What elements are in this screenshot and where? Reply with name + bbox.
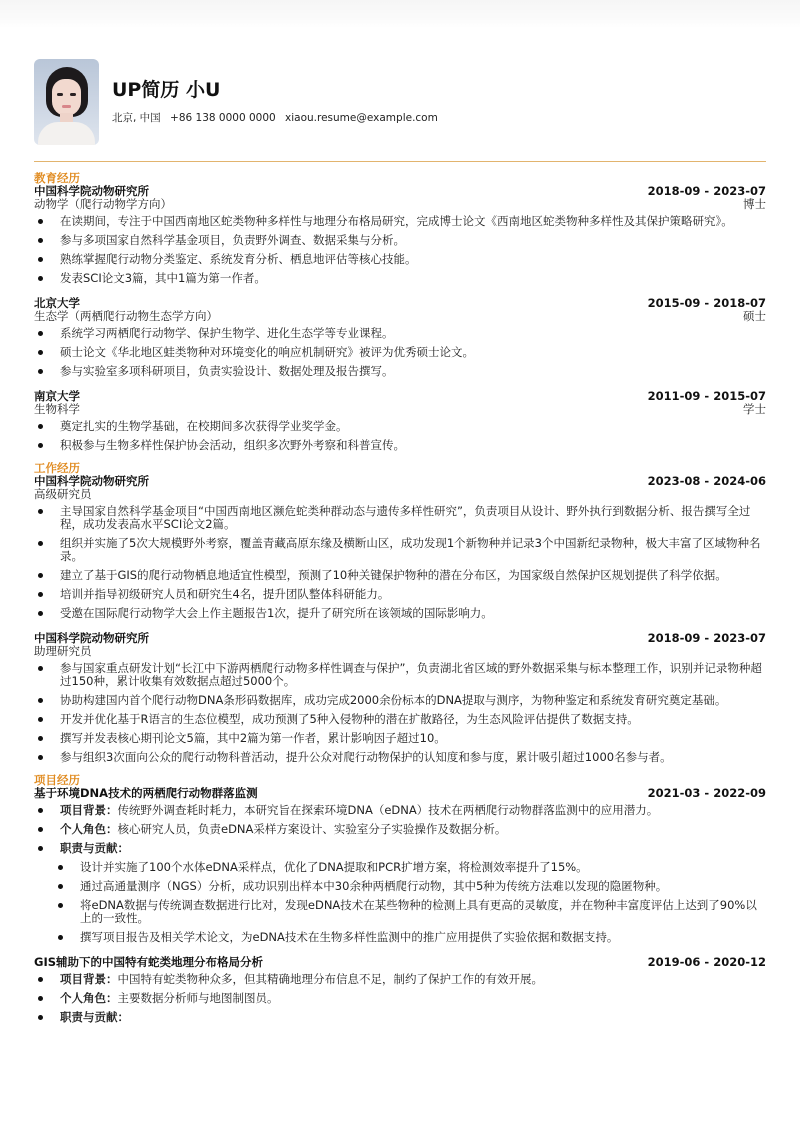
project-role: 个人角色：核心研究人员，负责eDNA采样方案设计、实验室分子实验操作及数据分析。 — [34, 823, 766, 836]
candidate-name: UP简历 小U — [112, 78, 221, 101]
major: 生态学（两栖爬行动物生态学方向） — [34, 309, 218, 323]
bullet-item: 发表SCI论文3篇，其中1篇为第一作者。 — [34, 272, 766, 285]
bullet-item: 撰写并发表核心期刊论文5篇，其中2篇为第一作者，累计影响因子超过10。 — [34, 732, 766, 745]
location: 北京, 中国 — [112, 111, 161, 124]
bullet-item: 参与实验室多项科研项目，负责实验设计、数据处理及报告撰写。 — [34, 365, 766, 378]
degree: 博士 — [743, 197, 766, 211]
date-range: 2018-09 - 2023-07 — [647, 184, 766, 198]
resume-header — [34, 59, 766, 145]
top-bar — [0, 0, 800, 28]
section-title-work: 工作经历 — [34, 461, 80, 475]
bullet-item: 主导国家自然科学基金项目“中国西南地区濒危蛇类种群动态与遗传多样性研究”，负责项目从设计、野外执行到数据分析、报告撰写全过程，成功发表高水平SCI论文2篇。 — [34, 505, 766, 531]
date-range: 2023-08 - 2024-06 — [647, 474, 766, 488]
education-entry — [34, 390, 766, 452]
email: xiaou.resume@example.com — [285, 111, 438, 124]
profile-photo-icon — [34, 59, 99, 145]
date-range: 2015-09 - 2018-07 — [647, 296, 766, 310]
job-title: 助理研究员 — [34, 644, 92, 658]
resume-page — [34, 59, 766, 1036]
education-entry — [34, 185, 766, 285]
label: 项目背景： — [60, 972, 118, 986]
bullet-item: 奠定扎实的生物学基础，在校期间多次获得学业奖学金。 — [34, 420, 766, 433]
contact-line — [112, 111, 444, 125]
date-range: 2011-09 - 2015-07 — [647, 389, 766, 403]
major: 生物科学 — [34, 402, 80, 416]
work-entry — [34, 475, 766, 620]
bullet-item: 建立了基于GIS的爬行动物栖息地适宜性模型，预测了10种关键保护物种的潜在分布区，为国家级自然保护区规划提供了科学依据。 — [34, 569, 766, 582]
sub-bullet-item: 设计并实施了100个水体eDNA采样点，优化了DNA提取和PCR扩增方案，将检测效率提升了15%。 — [60, 861, 766, 874]
project-background: 项目背景：中国特有蛇类物种众多，但其精确地理分布信息不足，制约了保护工作的有效开展。 — [34, 973, 766, 986]
company-name: 中国科学院动物研究所 — [34, 474, 149, 488]
section-title-projects: 项目经历 — [34, 773, 80, 787]
bullet-item: 熟练掌握爬行动物分类鉴定、系统发育分析、栖息地评估等核心技能。 — [34, 253, 766, 266]
sub-bullet-item: 将eDNA数据与传统调查数据进行比对，发现eDNA技术在某些物种的检测上具有更高的灵敏度，并在物种丰富度评估上达到了90%以上的一致性。 — [60, 899, 766, 925]
school-name: 北京大学 — [34, 296, 80, 310]
bullet-item: 硕士论文《华北地区蛙类物种对环境变化的响应机制研究》被评为优秀硕士论文。 — [34, 346, 766, 359]
sub-bullet-item: 通过高通量测序（NGS）分析，成功识别出样本中30余种两栖爬行动物，其中5种为传统方法难以发现的隐匿物种。 — [60, 880, 766, 893]
bullet-item: 参与国家重点研发计划“长江中下游两栖爬行动物多样性调查与保护”，负责湖北省区域的野外数据采集与标本整理工作，识别并记录物种超过150种，累计收集有效数据点超过5000个。 — [34, 662, 766, 688]
label: 项目背景： — [60, 803, 118, 817]
work-entry — [34, 632, 766, 764]
project-duties — [34, 1011, 766, 1024]
degree: 学士 — [743, 402, 766, 416]
sub-bullet-item: 撰写项目报告及相关学术论文，为eDNA技术在生物多样性监测中的推广应用提供了实验依据和数据支持。 — [60, 931, 766, 944]
company-name: 中国科学院动物研究所 — [34, 631, 149, 645]
header-divider — [34, 161, 766, 162]
section-title-education: 教育经历 — [34, 171, 80, 185]
project-duties — [34, 842, 766, 944]
phone: +86 138 0000 0000 — [170, 111, 276, 124]
project-name: 基于环境DNA技术的两栖爬行动物群落监测 — [34, 786, 258, 800]
bullet-item: 受邀在国际爬行动物学大会上作主题报告1次，提升了研究所在该领域的国际影响力。 — [34, 607, 766, 620]
degree: 硕士 — [743, 309, 766, 323]
label: 个人角色： — [60, 822, 118, 836]
bullet-item: 协助构建国内首个爬行动物DNA条形码数据库，成功完成2000余份标本的DNA提取与测序，为物种鉴定和系统发育研究奠定基础。 — [34, 694, 766, 707]
date-range: 2019-06 - 2020-12 — [647, 955, 766, 969]
label: 职责与贡献： — [60, 841, 129, 855]
bullet-item: 参与多项国家自然科学基金项目，负责野外调查、数据采集与分析。 — [34, 234, 766, 247]
education-entry — [34, 297, 766, 378]
major: 动物学（爬行动物学方向） — [34, 197, 172, 211]
bullet-item: 在读期间，专注于中国西南地区蛇类物种多样性与地理分布格局研究，完成博士论文《西南地区蛇类物种多样性及其保护策略研究》。 — [34, 215, 766, 228]
identity-block — [112, 80, 444, 125]
project-role: 个人角色：主要数据分析师与地图制图员。 — [34, 992, 766, 1005]
job-title: 高级研究员 — [34, 487, 92, 501]
bullet-item: 系统学习两栖爬行动物学、保护生物学、进化生态学等专业课程。 — [34, 327, 766, 340]
bullet-item: 积极参与生物多样性保护协会活动，组织多次野外考察和科普宣传。 — [34, 439, 766, 452]
bullet-item: 开发并优化基于R语言的生态位模型，成功预测了5种入侵物种的潜在扩散路径，为生态风险评估提供了数据支持。 — [34, 713, 766, 726]
project-background: 项目背景：传统野外调查耗时耗力，本研究旨在探索环境DNA（eDNA）技术在两栖爬行动物群落监测中的应用潜力。 — [34, 804, 766, 817]
label: 职责与贡献： — [60, 1010, 129, 1024]
project-entry — [34, 956, 766, 1024]
school-name: 南京大学 — [34, 389, 80, 403]
bullet-item: 参与组织3次面向公众的爬行动物科普活动，提升公众对爬行动物保护的认知度和参与度，累计吸引超过1000名参与者。 — [34, 751, 766, 764]
date-range: 2018-09 - 2023-07 — [647, 631, 766, 645]
school-name: 中国科学院动物研究所 — [34, 184, 149, 198]
label: 个人角色： — [60, 991, 118, 1005]
project-name: GIS辅助下的中国特有蛇类地理分布格局分析 — [34, 955, 263, 969]
bullet-item: 组织并实施了5次大规模野外考察，覆盖青藏高原东缘及横断山区，成功发现1个新物种并记录3个中国新纪录物种，极大丰富了区域物种名录。 — [34, 537, 766, 563]
date-range: 2021-03 - 2022-09 — [647, 786, 766, 800]
bullet-item: 培训并指导初级研究人员和研究生4名，提升团队整体科研能力。 — [34, 588, 766, 601]
project-entry — [34, 787, 766, 944]
